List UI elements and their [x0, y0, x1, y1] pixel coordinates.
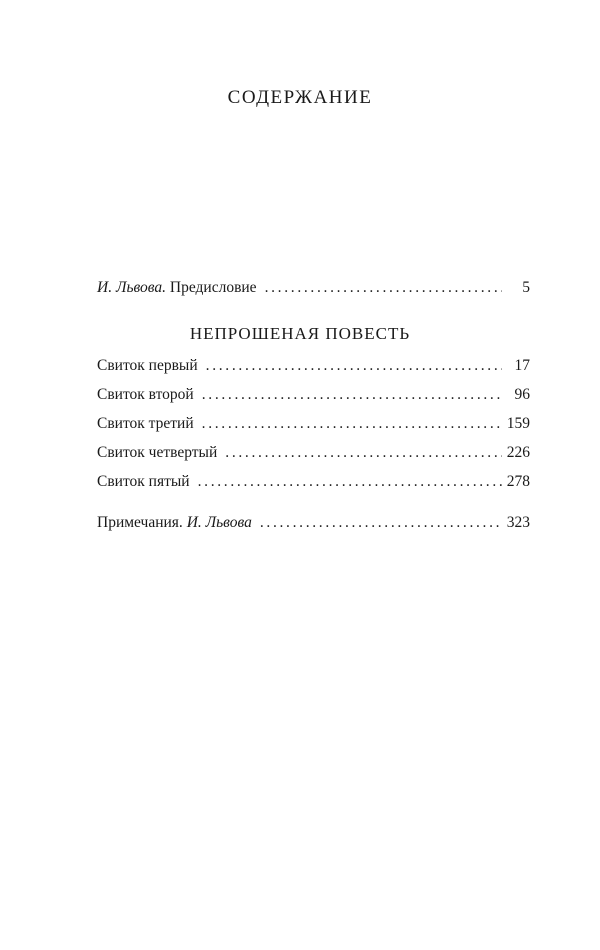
toc-entry-title: Примечания.	[97, 514, 183, 531]
toc-entry-title: Предисловие	[169, 279, 257, 296]
toc-entry-chapter[interactable]	[97, 384, 530, 406]
toc-entry-notes[interactable]	[97, 512, 530, 534]
toc-entry-page: 17	[514, 357, 530, 374]
toc-entry-page: 159	[506, 415, 530, 432]
toc-entry-label	[97, 277, 257, 299]
toc-entry-chapter[interactable]	[97, 355, 530, 377]
dot-leader	[198, 471, 502, 493]
page-title: содержание	[227, 79, 373, 109]
toc-entry-label	[97, 512, 252, 534]
toc-entry-title: Свиток четвертый	[97, 444, 218, 461]
toc-entry-author: И. Львова.	[97, 279, 167, 296]
toc-entry-title: Свиток третий	[97, 415, 194, 432]
dot-leader	[202, 413, 502, 435]
toc-entry-page: 226	[506, 444, 530, 461]
dot-leader	[202, 384, 502, 406]
toc-entry-title: Свиток первый	[97, 357, 198, 374]
toc-entry-title: Свиток второй	[97, 386, 194, 403]
toc-entry-author: И. Львова	[186, 514, 252, 531]
toc-entry-chapter[interactable]	[97, 442, 530, 464]
toc-entry-preface[interactable]	[97, 277, 530, 299]
dot-leader	[206, 355, 502, 377]
toc-entry-title: Свиток пятый	[97, 473, 190, 490]
dot-leader	[265, 277, 502, 299]
section-heading: НЕПРОШЕНАЯ ПОВЕСТЬ	[189, 324, 411, 343]
toc-entry-page: 96	[514, 386, 530, 403]
toc-entry-chapter[interactable]	[97, 413, 530, 435]
dot-leader	[225, 442, 502, 464]
toc-entry-chapter[interactable]	[97, 471, 530, 493]
toc-entry-page: 323	[506, 514, 530, 531]
toc-entry-page: 278	[506, 473, 530, 490]
toc-entry-page: 5	[522, 279, 530, 296]
dot-leader	[260, 512, 502, 534]
